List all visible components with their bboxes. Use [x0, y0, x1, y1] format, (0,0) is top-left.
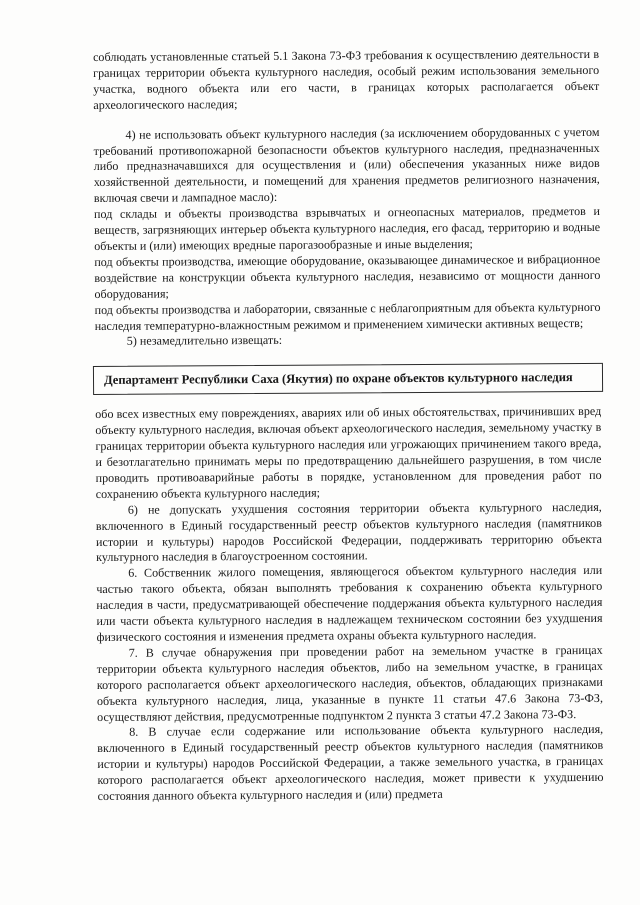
paragraph-item-4-warehouses: под склады и объекты производства взрывчатых и огнеопасных материалов, предметов и веществ, загрязняющих интерьер объекта культурного наследия, его фасад, территорию и водные объекты и (или) имеющих вредные парогазообразные и иные выделения; — [93, 204, 601, 253]
department-stamp-wrapper — [95, 363, 601, 395]
paragraph-item-4-production: под объекты производства, имеющие оборудование, оказывающее динамическое и вибрационное воздействие на конструкции объекта культурного наследия, независимо от мощности данного оборудования; — [94, 251, 601, 301]
paragraph-item-5-body: обо всех известных ему повреждениях, авариях или об иных обстоятельствах, причинивших вред объекту культурного наследия, включая объект археологического наследия, земельному участку в границах территории объекта культурного наследия или угрожающих причинением такого вреда, и безотлагательно принимать меры по предотвращению дальнейшего разрушения, в том числе проводить противоаварийные работы в порядке, установленном для проведения работ по сохранению объекта культурного наследия; — [95, 404, 602, 501]
paragraph-item-4-laboratories: под объекты производства и лаборатории, связанные с неблагоприятным для объекта культурного наследия температурно-влажностным режимом и применением химически активных веществ; — [94, 299, 601, 333]
paragraph-item-6: 6) не допускать ухудшения состояния территории объекта культурного наследия, включенного в Единый государственный реестр объектов культурного наследия (памятников истории и культуры) народов Российской Федерации, поддерживать территорию объекта культурного наследия в благоустроенном состоянии. — [95, 499, 603, 565]
paragraph-section-8: 8. В случае если содержание или использование объекта культурного наследия, включенного в Единый государственный реестр объектов культурного наследия (памятников истории и культуры) народов Российской Федерации, а также земельного участка, в границах которого располагается объект археологического наследия, может привести к ухудшению состояния данного объекта культурного наследия и (или) предмета — [97, 722, 604, 804]
paragraph-item-4-intro: 4) не использовать объект культурного наследия (за исключением оборудованных с учетом требований противопожарной безопасности объектов культурного наследия, предназначенных либо предназначавшихся для осуществления и (или) обеспечения указанных ниже видов хозяйственной деятельности, и помещений для хранения предметов религиозного назначения, включая свечи и лампадное масло): — [93, 124, 600, 206]
paragraph-section-6-owner: 6. Собственник жилого помещения, являющегося объектом культурного наследия или частью такого объекта, обязан выполнять требования к сохранению объекта культурного наследия в части, предусматривающей обеспечение поддержания объекта культурного наследия или части объекта культурного наследия в надлежащем техническом состоянии без ухудшения физического состояния и изменения предмета охраны объекта культурного наследия. — [96, 563, 603, 644]
paragraph-section-7: 7. В случае обнаружения при проведении работ на земельном участке в границах территории объекта культурного наследия объектов, либо на земельном участке, в границах которого располагается объект археологического наследия, объектов, обладающих признаками объекта культурного наследия, лица, указанные в пункте 11 статьи 47.6 Закона 73-ФЗ, осуществляют действия, предусмотренные подпунктом 2 пункта 3 статьи 47.2 Закона 73-ФЗ. — [96, 642, 604, 724]
paragraph-item-5-intro: 5) незамедлительно извещать: — [126, 333, 283, 349]
department-stamp: Департамент Республики Саха (Якутия) по охране объектов культурного наследия — [93, 363, 603, 395]
document-body — [93, 47, 604, 805]
paragraph-article-5-1: соблюдать установленные статьей 5.1 Закона 73-ФЗ требования к осуществлению деятельности в границах территории объекта культурного наследия, особый режим использования земельного участка, водного объекта или его части, в границах которых располагается объект археологического наследия; — [93, 46, 600, 112]
